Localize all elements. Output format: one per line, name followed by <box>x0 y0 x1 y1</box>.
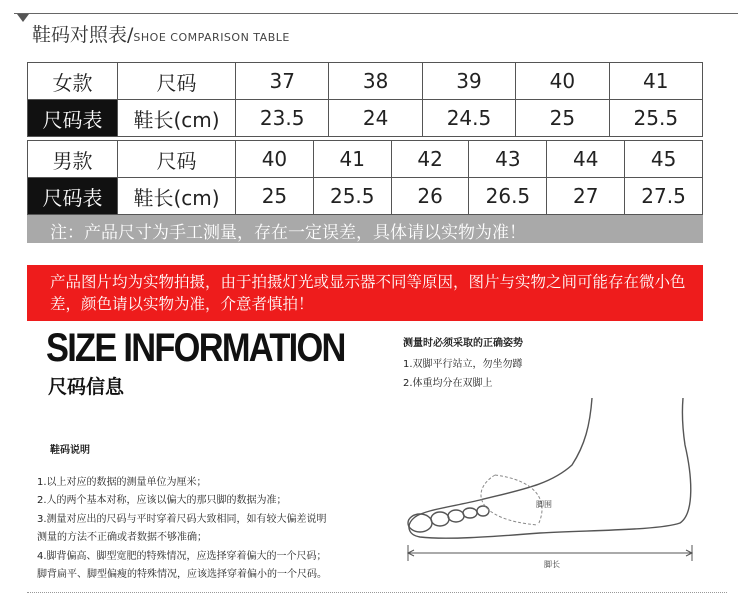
women-gender-label: 女款 <box>28 63 118 100</box>
men-length-cell: 27 <box>547 178 625 215</box>
men-length-cell: 26.5 <box>469 178 547 215</box>
bottom-divider <box>27 592 727 593</box>
size-note-item: 2.人的两个基本对称，应该以偏大的那只脚的数据为准； <box>37 495 287 506</box>
women-length-row <box>28 100 703 137</box>
men-size-cell: 40 <box>236 141 314 178</box>
men-length-header: 鞋长(cm) <box>118 178 236 215</box>
girth-indicator <box>481 475 542 525</box>
men-size-cell: 41 <box>313 141 391 178</box>
posture-item: 1.双脚平行站立，勿坐勿蹲 <box>403 359 523 370</box>
men-table-label: 尺码表 <box>28 178 118 215</box>
men-length-cell: 26 <box>391 178 469 215</box>
men-size-row <box>28 141 703 178</box>
women-length-cell: 23.5 <box>236 100 329 137</box>
foot-diagram <box>400 395 720 590</box>
men-gender-label: 男款 <box>28 141 118 178</box>
size-note-item: 测量的方法不正确或者数据不够准确； <box>37 532 207 543</box>
foot-outline-icon <box>408 398 691 538</box>
men-size-cell: 44 <box>547 141 625 178</box>
women-length-cell: 24 <box>329 100 422 137</box>
measurement-note: 注：产品尺寸为手工测量，存在一定误差，具体请以实物为准！ <box>50 223 526 243</box>
girth-label: 脚围 <box>536 500 552 509</box>
men-length-cell: 27.5 <box>625 178 703 215</box>
men-size-cell: 45 <box>625 141 703 178</box>
title-cn: 鞋码对照表/ <box>32 24 134 46</box>
men-length-cell: 25.5 <box>313 178 391 215</box>
size-note-item: 脚背扁平、脚型偏瘦的特殊情况，应该选择穿着偏小的一个尺码。 <box>37 569 327 580</box>
posture-heading: 测量时必须采取的正确姿势 <box>403 338 523 349</box>
women-table-label: 尺码表 <box>28 100 118 137</box>
length-label: 脚长 <box>544 560 560 569</box>
women-size-table <box>27 62 703 137</box>
women-size-cell: 41 <box>609 63 702 100</box>
warning-text: 产品图片均为实物拍摄，由于拍摄灯光或显示器不同等原因，图片与实物之间可能存在微小色差，颜色请以实物为准，介意者慎拍！ <box>50 273 686 313</box>
men-length-cell: 25 <box>236 178 314 215</box>
women-size-cell: 37 <box>236 63 329 100</box>
posture-item: 2.体重均分在双脚上 <box>403 378 493 389</box>
size-note-item: 4.脚背偏高、脚型宽肥的特殊情况，应选择穿着偏大的一个尺码； <box>37 551 327 562</box>
women-length-cell: 24.5 <box>422 100 515 137</box>
men-size-table <box>27 140 703 215</box>
size-notes-heading: 鞋码说明 <box>50 445 90 456</box>
women-size-header: 尺码 <box>118 63 236 100</box>
men-size-cell: 43 <box>469 141 547 178</box>
title-en: SHOE COMPARISON TABLE <box>133 31 290 44</box>
women-size-cell: 38 <box>329 63 422 100</box>
women-size-row <box>28 63 703 100</box>
men-length-row <box>28 178 703 215</box>
women-length-cell: 25.5 <box>609 100 702 137</box>
men-size-cell: 42 <box>391 141 469 178</box>
women-size-cell: 39 <box>422 63 515 100</box>
size-note-item: 1.以上对应的数据的测量单位为厘米； <box>37 477 207 488</box>
size-info-subtitle: 尺码信息 <box>48 376 125 398</box>
header-divider <box>14 13 738 14</box>
page-title <box>32 20 290 47</box>
women-length-cell: 25 <box>516 100 609 137</box>
size-info-title: SIZE INFORMATION <box>46 326 345 370</box>
women-size-cell: 40 <box>516 63 609 100</box>
size-note-item: 3.测量对应出的尺码与平时穿着尺码大致相同，如有较大偏差说明 <box>37 514 327 525</box>
men-size-header: 尺码 <box>118 141 236 178</box>
triangle-marker-icon <box>17 14 29 22</box>
women-length-header: 鞋长(cm) <box>118 100 236 137</box>
